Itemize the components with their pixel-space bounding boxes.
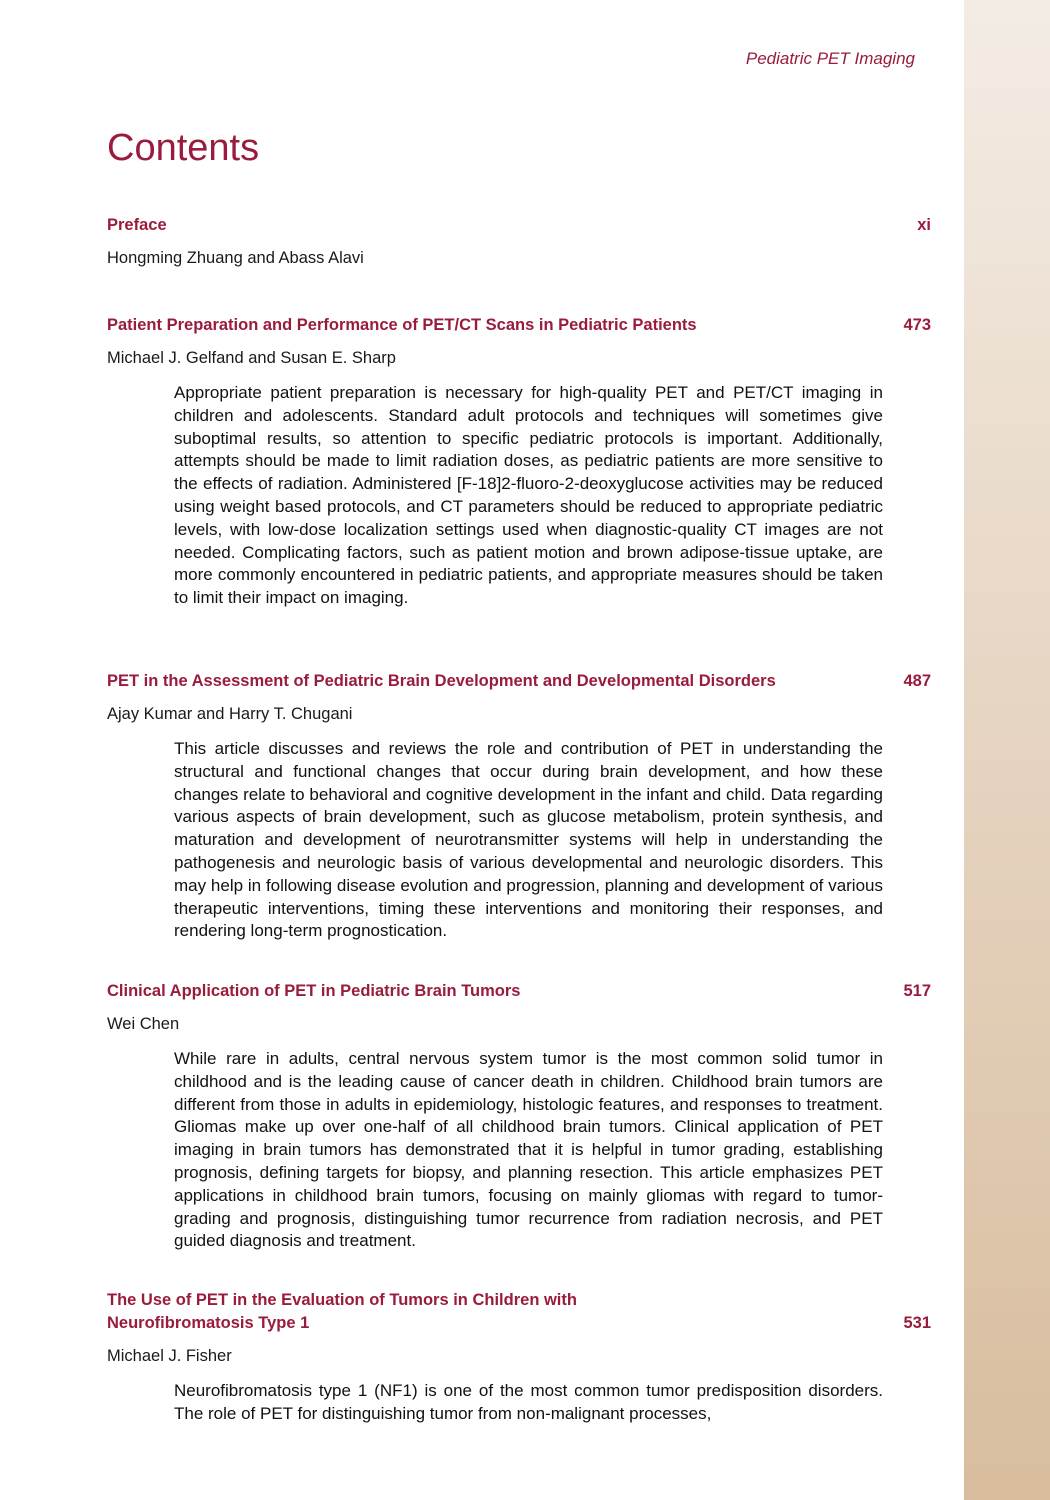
toc-entry-abstract: This article discusses and reviews the role and contribution of PET in understanding the structural and functional changes that occur during brain development, and how these changes relate to behavioral and cognitive development in the infant and child. Data regarding various aspects of brain development, such as glucose metabolism, protein synthesis, and maturation and development of neurotransmitter systems will help in understanding the pathogenesis and neurologic basis of various developmental and neurologic disorders. This may help in following disease evolution and progression, planning and development of various therapeutic interventions, timing these interventions and monitoring their responses, and rendering long-term prognostication. xyxy=(174,739,883,941)
toc-entry-authors: Michael J. Fisher xyxy=(107,1347,232,1365)
toc-entry-page-number[interactable]: 473 xyxy=(903,316,931,334)
toc-entry-authors: Hongming Zhuang and Abass Alavi xyxy=(107,249,364,267)
toc-entry-brain-development xyxy=(107,670,931,943)
toc-entry-patient-preparation xyxy=(107,314,931,610)
toc-entry-authors: Ajay Kumar and Harry T. Chugani xyxy=(107,705,353,723)
toc-entry-neurofibromatosis xyxy=(107,1289,931,1426)
toc-entry-title[interactable]: Clinical Application of PET in Pediatric Brain Tumors xyxy=(107,982,521,1000)
toc-entry-abstract: Appropriate patient preparation is necessary for high-quality PET and PET/CT imaging in children and adolescents. Standard adult protocols and techniques will sometimes give suboptimal results, so attention to specific pediatric protocols is important. Additionally, attempts should be made to limit radiation doses, as pediatric patients are more sensitive to the effects of radiation. Administered [F-18]2-fluoro-2-deoxyglucose activities may be reduced using weight based protocols, and CT parameters should be reduced to appropriate pediatric levels, with low-dose localization settings used when diagnostic-quality CT images are not needed. Complicating factors, such as patient motion and brown adipose-tissue uptake, are more commonly encountered in pediatric patients, and appropriate measures should be taken to limit their impact on imaging. xyxy=(174,383,883,608)
toc-entry-abstract: While rare in adults, central nervous system tumor is the most common solid tumor in childhood and is the leading cause of cancer death in children. Childhood brain tumors are different from those in adults in epidemiology, histologic features, and responses to treatment. Gliomas make up over one-half of all childhood brain tumors. Clinical application of PET imaging in brain tumors has demonstrated that it is helpful in tumor grading, establishing prognosis, defining targets for biopsy, and planning resection. This article emphasizes PET applications in childhood brain tumors, focusing on mainly gliomas with regard to tumor-grading and prognosis, distinguishing tumor recurrence from radiation necrosis, and PET guided diagnosis and treatment. xyxy=(174,1049,883,1251)
toc-entry-heading xyxy=(107,670,931,693)
decorative-side-band xyxy=(964,0,1050,1500)
toc-entry-title[interactable]: Preface xyxy=(107,216,167,234)
toc-entry-authors: Wei Chen xyxy=(107,1015,180,1033)
toc-entry-heading xyxy=(107,1289,931,1335)
toc-entry-title[interactable]: Patient Preparation and Performance of PET/CT Scans in Pediatric Patients xyxy=(107,316,697,334)
toc-entry-page-number[interactable]: 531 xyxy=(903,1314,931,1332)
toc-entry-title[interactable]: PET in the Assessment of Pediatric Brain Development and Developmental Disorders xyxy=(107,672,776,690)
toc-entry-page-number[interactable]: xi xyxy=(917,216,931,234)
toc-entry-heading xyxy=(107,214,931,237)
page-title: Contents xyxy=(107,127,260,169)
toc-entry-preface xyxy=(107,214,931,268)
toc-entry-title[interactable]: The Use of PET in the Evaluation of Tumors in Children with Neurofibromatosis Type 1 xyxy=(107,1291,577,1332)
toc-entry-page-number[interactable]: 487 xyxy=(903,672,931,690)
toc-entry-page-number[interactable]: 517 xyxy=(903,982,931,1000)
toc-entry-authors: Michael J. Gelfand and Susan E. Sharp xyxy=(107,349,396,367)
toc-entry-heading xyxy=(107,314,931,337)
toc-entry-heading xyxy=(107,980,931,1003)
toc-entry-abstract: Neurofibromatosis type 1 (NF1) is one of the most common tumor predisposition disorders. The role of PET for distinguishing tumor from non-malignant processes, xyxy=(174,1381,883,1423)
toc-entry-brain-tumors xyxy=(107,980,931,1253)
running-head: Pediatric PET Imaging xyxy=(745,49,915,68)
